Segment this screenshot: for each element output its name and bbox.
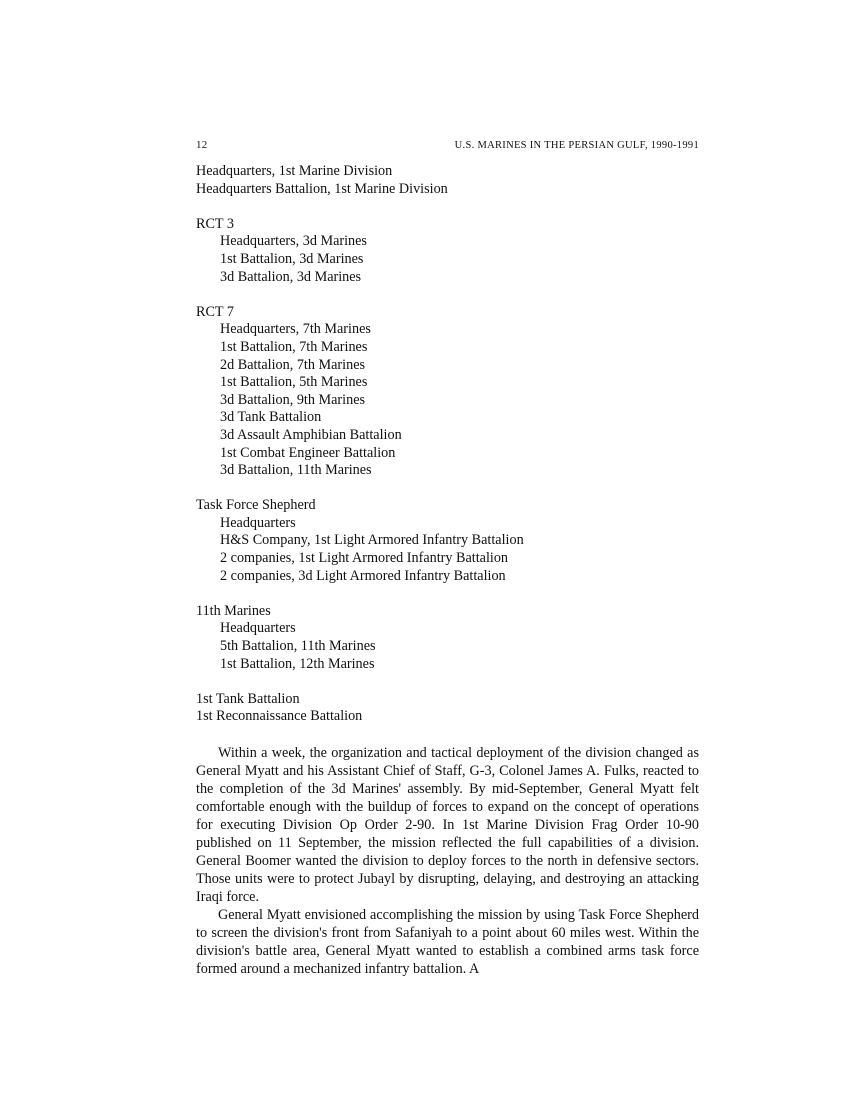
running-header [196,139,699,163]
paragraph: General Myatt envisioned accomplishing the mission by using Task Force Shepherd to screen the division's front from Safaniyah to a point about 60 miles west. Within the division's battle area, General Myatt wanted to establish a combined arms task force formed around a mechanized infantry battalion. A [196,906,699,977]
list-item: Headquarters [220,620,296,637]
group-title: 11th Marines [196,602,271,619]
list-item: Headquarters, 3d Marines [220,233,367,250]
list-item: Headquarters, 1st Marine Division [196,163,393,179]
list-item: 1st Battalion, 5th Marines [220,374,368,391]
list-item: 1st Battalion, 7th Marines [220,338,368,355]
list-item: 3d Battalion, 11th Marines [220,462,372,479]
list-item: 3d Tank Battalion [220,409,322,426]
group-title: Task Force Shepherd [196,497,316,514]
list-item: Headquarters, 7th Marines [220,321,371,338]
running-title: U.S. MARINES IN THE PERSIAN GULF, 1990-1991 [454,140,699,151]
list-item: 5th Battalion, 11th Marines [220,638,376,655]
page-number: 12 [196,139,208,151]
group-11th-marines [196,603,699,673]
list-item: Headquarters [220,514,296,531]
list-item: 1st Tank Battalion [196,690,300,707]
list-item: 2d Battalion, 7th Marines [220,356,366,373]
list-item: 1st Battalion, 3d Marines [220,250,364,267]
list-item: 3d Assault Amphibian Battalion [220,426,402,443]
list-item: 2 companies, 3d Light Armored Infantry Battalion [220,567,506,584]
group-task-force-shepherd [196,497,699,585]
list-item: 1st Battalion, 12th Marines [220,655,375,672]
list-item: 3d Battalion, 9th Marines [220,391,366,408]
list-item: 1st Combat Engineer Battalion [220,444,396,461]
top-items [196,163,699,198]
group-rct-7 [196,304,699,480]
body-text [196,744,699,978]
list-item: H&S Company, 1st Light Armored Infantry Battalion [220,532,524,549]
list-item: 1st Reconnaissance Battalion [196,708,363,725]
list-item: 3d Battalion, 3d Marines [220,268,362,285]
group-rct-3 [196,216,699,286]
list-item: Headquarters Battalion, 1st Marine Division [196,180,448,197]
paragraph: Within a week, the organization and tactical deployment of the division changed as General Myatt and his Assistant Chief of Staff, G-3, Colonel James A. Fulks, reacted to the completion of the 3d Marines' assembly. By mid-September, General Myatt felt comfortable enough with the buildup of forces to expand on the concept of operations for executing Division Op Order 2-90. In 1st Marine Division Frag Order 10-90 published on 11 September, the mission reflected the full capabilities of a division. General Boomer wanted the division to deploy forces to the north in defensive sectors. Those units were to protect Jubayl by disrupting, delaying, and destroying an attacking Iraqi force. [196,744,699,905]
group-title: RCT 3 [196,215,234,232]
group-title: RCT 7 [196,303,234,320]
bottom-items [196,691,699,726]
list-item: 2 companies, 1st Light Armored Infantry Battalion [220,550,509,567]
document-page [196,139,699,978]
organization-list [196,163,699,726]
